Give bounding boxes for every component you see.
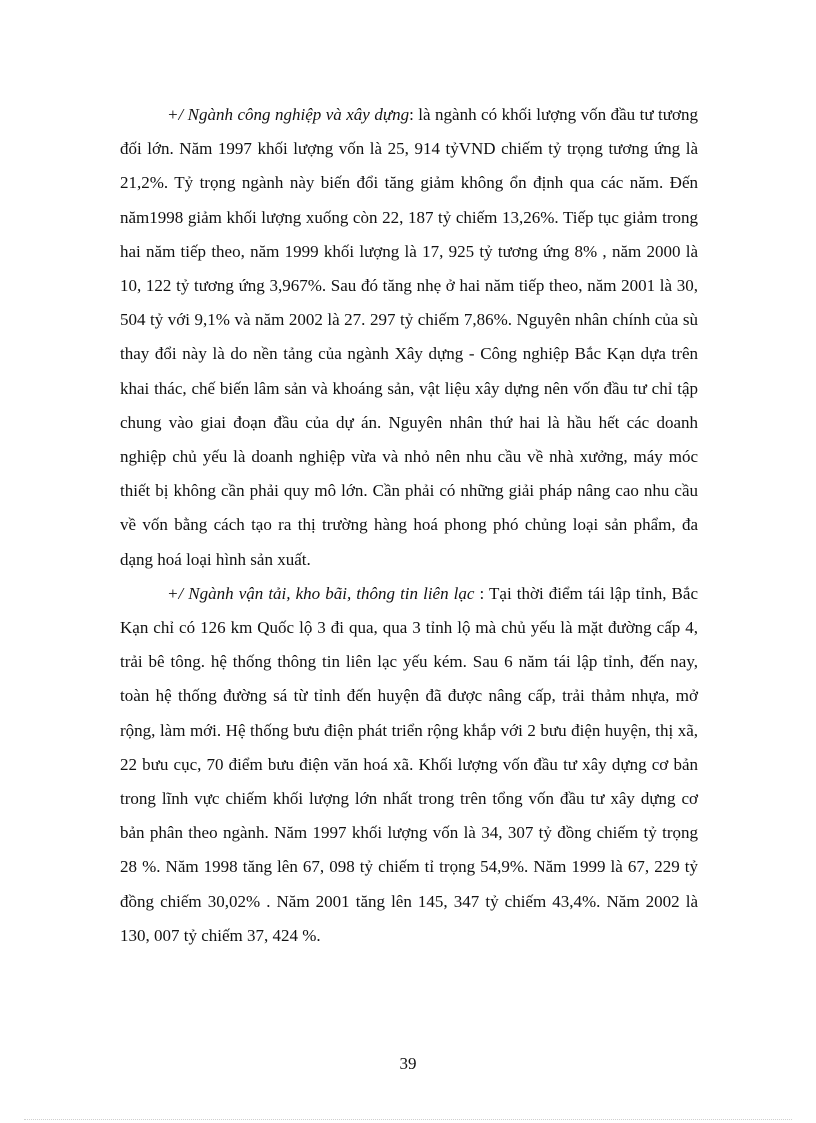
paragraph-construction-industry (120, 98, 698, 577)
paragraph-text-transport-communication: : Tại thời điểm tái lập tỉnh, Bắc Kạn chỉ có 126 km Quốc lộ 3 đi qua, qua 3 tỉnh lộ mà chủ yếu là mặt đường cấp 4, trải bê tông. hệ thống thông tin liên lạc yếu kém. Sau 6 năm tái lập tỉnh, đến nay, toàn hệ thống đường sá từ tỉnh đến huyện đã được nâng cấp, trải thảm nhựa, mở rộng, làm mới. Hệ thống bưu điện phát triển rộng khắp với 2 bưu điện huyện, thị xã, 22 bưu cục, 70 điểm bưu điện văn hoá xã. Khối lượng vốn đầu tư xây dựng cơ bản trong lĩnh vực chiếm khối lượng lớn nhất trong trên tổng vốn đầu tư xây dựng cơ bản phân theo ngành. Năm 1997 khối lượng vốn là 34, 307 tỷ đồng chiếm tỷ trọng 28 %. Năm 1998 tăng lên 67, 098 tỷ chiếm tỉ trọng 54,9%. Năm 1999 là 67, 229 tỷ đồng chiếm 30,02% . Năm 2001 tăng lên 145, 347 tỷ chiếm 43,4%. Năm 2002 là 130, 007 tỷ chiếm 37, 424 %. (120, 583, 698, 945)
page-number: 39 (399, 1054, 417, 1073)
page-bottom-divider (24, 1119, 792, 1120)
body-text (120, 98, 698, 953)
paragraph-lead-construction-industry: +/ Ngành công nghiệp và xây dựng (167, 105, 410, 124)
paragraph-text-construction-industry: : là ngành có khối lượng vốn đầu tư tương đối lớn. Năm 1997 khối lượng vốn là 25, 914 tỷVND chiếm tỷ trọng tương ứng là 21,2%. Tỷ trọng ngành này biến đổi tăng giảm không ổn định qua các năm. Đến năm1998 giảm khối lượng xuống còn 22, 187 tỷ chiếm 13,26%. Tiếp tục giảm trong hai năm tiếp theo, năm 1999 khối lượng là 17, 925 tỷ tương ứng 8% , năm 2000 là 10, 122 tỷ tương ứng 3,967%. Sau đó tăng nhẹ ở hai năm tiếp theo, năm 2001 là 30, 504 tỷ với 9,1% và năm 2002 là 27. 297 tỷ chiếm 7,86%. Nguyên nhân chính của sù thay đổi này là do nền tảng của ngành Xây dựng - Công nghiệp Bắc Kạn dựa trên khai thác, chế biến lâm sản và khoáng sản, vật liệu xây dựng nên vốn đầu tư chỉ tập chung vào giai đoạn đầu của dự án. Nguyên nhân thứ hai là hầu hết các doanh nghiệp chủ yếu là doanh nghiệp vừa và nhỏ nên nhu cầu về nhà xưởng, máy móc thiết bị không cần phải quy mô lớn. Cần phải có những giải pháp nâng cao nhu cầu về vốn bằng cách tạo ra thị trường hàng hoá phong phó chủng loại sản phẩm, đa dạng hoá loại hình sản xuất. (120, 105, 698, 569)
paragraph-transport-communication (120, 577, 698, 953)
paragraph-lead-transport-communication: +/ Ngành vận tải, kho bãi, thông tin liên lạc (167, 583, 475, 603)
